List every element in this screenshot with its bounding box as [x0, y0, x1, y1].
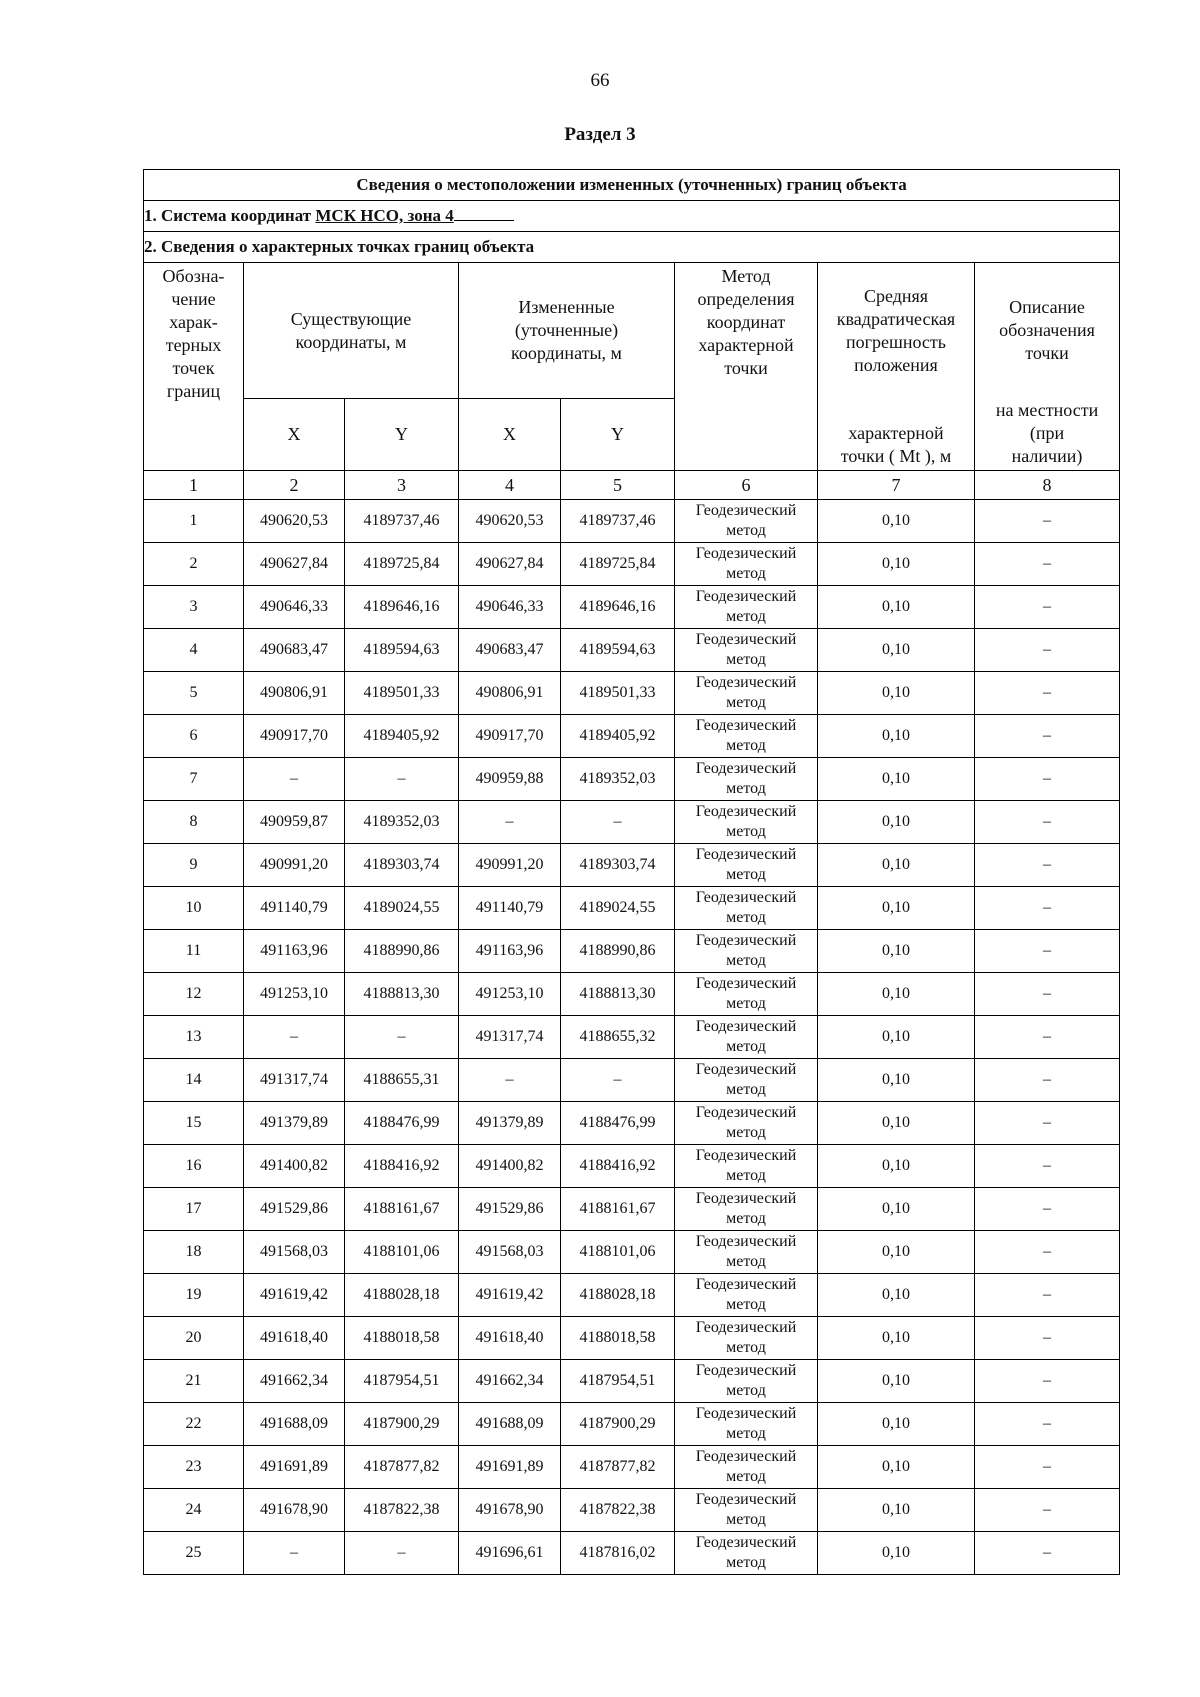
changed-x-cell: 491662,34 [459, 1360, 561, 1403]
header-accuracy-top: Средняя квадратическая погрешность положения [818, 263, 975, 399]
description-cell: – [975, 844, 1120, 887]
existing-y-cell: 4189501,33 [345, 672, 459, 715]
changed-y-cell: – [561, 801, 675, 844]
point-id-cell: 18 [144, 1231, 244, 1274]
description-cell: – [975, 1317, 1120, 1360]
point-id-cell: 16 [144, 1145, 244, 1188]
table-title: Сведения о местоположении измененных (уточненных) границ объекта [144, 170, 1120, 201]
changed-y-cell: 4189303,74 [561, 844, 675, 887]
method-cell: Геодезический метод [675, 758, 818, 801]
point-id-cell: 2 [144, 543, 244, 586]
point-id-cell: 3 [144, 586, 244, 629]
accuracy-cell: 0,10 [818, 586, 975, 629]
changed-x-cell: 491568,03 [459, 1231, 561, 1274]
existing-x-cell: 491529,86 [244, 1188, 345, 1231]
accuracy-cell: 0,10 [818, 1274, 975, 1317]
changed-x-cell: 490646,33 [459, 586, 561, 629]
changed-y-cell: 4188476,99 [561, 1102, 675, 1145]
changed-x-cell: 490627,84 [459, 543, 561, 586]
changed-y-cell: 4187900,29 [561, 1403, 675, 1446]
accuracy-cell: 0,10 [818, 543, 975, 586]
changed-x-cell: 491140,79 [459, 887, 561, 930]
point-id-cell: 7 [144, 758, 244, 801]
column-number: 3 [345, 471, 459, 500]
changed-y-cell: 4189405,92 [561, 715, 675, 758]
column-number: 5 [561, 471, 675, 500]
changed-y-cell: 4187954,51 [561, 1360, 675, 1403]
coord-system-label: 1. Система координат [144, 206, 316, 225]
changed-x-cell: 490806,91 [459, 672, 561, 715]
points-title-row [144, 232, 1120, 263]
existing-x-cell: – [244, 1016, 345, 1059]
table-row [144, 1317, 1120, 1360]
existing-x-cell: 491400,82 [244, 1145, 345, 1188]
table-row [144, 1231, 1120, 1274]
existing-x-cell: 491317,74 [244, 1059, 345, 1102]
changed-x-cell: 491253,10 [459, 973, 561, 1016]
method-cell: Геодезический метод [675, 1532, 818, 1575]
underline-blank [454, 219, 514, 221]
header-point-id: Обозна- чение харак- терных точек границ [144, 263, 244, 471]
existing-x-cell: 491253,10 [244, 973, 345, 1016]
accuracy-cell: 0,10 [818, 1360, 975, 1403]
column-number: 7 [818, 471, 975, 500]
point-id-cell: 8 [144, 801, 244, 844]
description-cell: – [975, 1446, 1120, 1489]
existing-y-cell: 4189024,55 [345, 887, 459, 930]
point-id-cell: 17 [144, 1188, 244, 1231]
table-row [144, 1102, 1120, 1145]
accuracy-cell: 0,10 [818, 973, 975, 1016]
changed-y-cell: 4188018,58 [561, 1317, 675, 1360]
changed-y-cell: 4188990,86 [561, 930, 675, 973]
changed-x-cell: 490917,70 [459, 715, 561, 758]
accuracy-cell: 0,10 [818, 672, 975, 715]
changed-x-cell: 491379,89 [459, 1102, 561, 1145]
existing-y-cell: 4189646,16 [345, 586, 459, 629]
table-row [144, 1188, 1120, 1231]
changed-x-cell: 490959,88 [459, 758, 561, 801]
existing-x-cell: – [244, 758, 345, 801]
method-cell: Геодезический метод [675, 715, 818, 758]
point-id-cell: 5 [144, 672, 244, 715]
table-body [144, 170, 1120, 1575]
coord-system-value: МСК НСО, зона 4 [315, 206, 454, 225]
point-id-cell: 20 [144, 1317, 244, 1360]
column-number: 2 [244, 471, 345, 500]
point-id-cell: 21 [144, 1360, 244, 1403]
existing-x-cell: 491618,40 [244, 1317, 345, 1360]
point-id-cell: 24 [144, 1489, 244, 1532]
accuracy-cell: 0,10 [818, 758, 975, 801]
changed-x-cell: 491678,90 [459, 1489, 561, 1532]
table-title-row [144, 170, 1120, 201]
description-cell: – [975, 715, 1120, 758]
point-id-cell: 14 [144, 1059, 244, 1102]
existing-x-cell: 491678,90 [244, 1489, 345, 1532]
existing-y-cell: – [345, 1532, 459, 1575]
existing-x-cell: 490917,70 [244, 715, 345, 758]
table-row [144, 629, 1120, 672]
table-row [144, 1059, 1120, 1102]
point-id-cell: 4 [144, 629, 244, 672]
column-number: 8 [975, 471, 1120, 500]
existing-x-cell: 490959,87 [244, 801, 345, 844]
changed-x-cell: 491618,40 [459, 1317, 561, 1360]
point-id-cell: 13 [144, 1016, 244, 1059]
description-cell: – [975, 1274, 1120, 1317]
existing-x-cell: 490806,91 [244, 672, 345, 715]
method-cell: Геодезический метод [675, 844, 818, 887]
description-cell: – [975, 1059, 1120, 1102]
method-cell: Геодезический метод [675, 672, 818, 715]
changed-x-cell: 491163,96 [459, 930, 561, 973]
method-cell: Геодезический метод [675, 887, 818, 930]
description-cell: – [975, 1489, 1120, 1532]
point-id-cell: 19 [144, 1274, 244, 1317]
accuracy-cell: 0,10 [818, 629, 975, 672]
method-cell: Геодезический метод [675, 930, 818, 973]
page-number: 66 [590, 70, 610, 91]
table-row [144, 1360, 1120, 1403]
changed-x-cell: 490991,20 [459, 844, 561, 887]
accuracy-cell: 0,10 [818, 1145, 975, 1188]
description-cell: – [975, 586, 1120, 629]
table-row [144, 758, 1120, 801]
changed-y-cell: 4188813,30 [561, 973, 675, 1016]
header-row-bottom [144, 399, 1120, 471]
accuracy-cell: 0,10 [818, 715, 975, 758]
method-cell: Геодезический метод [675, 1059, 818, 1102]
existing-x-cell: 491662,34 [244, 1360, 345, 1403]
point-id-cell: 12 [144, 973, 244, 1016]
table-row [144, 543, 1120, 586]
existing-y-cell: – [345, 758, 459, 801]
changed-x-cell: – [459, 1059, 561, 1102]
table-row [144, 672, 1120, 715]
method-cell: Геодезический метод [675, 586, 818, 629]
accuracy-cell: 0,10 [818, 930, 975, 973]
header-accuracy-bottom: характерной точки ( Mt ), м [818, 399, 975, 471]
header-changed-y: Y [561, 399, 675, 471]
changed-x-cell: 491696,61 [459, 1532, 561, 1575]
accuracy-cell: 0,10 [818, 887, 975, 930]
table-row [144, 887, 1120, 930]
method-cell: Геодезический метод [675, 629, 818, 672]
table-row [144, 715, 1120, 758]
changed-y-cell: 4188101,06 [561, 1231, 675, 1274]
changed-x-cell: 491529,86 [459, 1188, 561, 1231]
description-cell: – [975, 1360, 1120, 1403]
table-row [144, 973, 1120, 1016]
existing-x-cell: 490991,20 [244, 844, 345, 887]
accuracy-cell: 0,10 [818, 1102, 975, 1145]
changed-y-cell: 4189594,63 [561, 629, 675, 672]
existing-y-cell: 4187877,82 [345, 1446, 459, 1489]
table-row [144, 1145, 1120, 1188]
accuracy-cell: 0,10 [818, 801, 975, 844]
existing-y-cell: 4187822,38 [345, 1489, 459, 1532]
table-row [144, 586, 1120, 629]
description-cell: – [975, 1231, 1120, 1274]
existing-y-cell: 4188101,06 [345, 1231, 459, 1274]
changed-y-cell: 4189646,16 [561, 586, 675, 629]
section-title: Раздел 3 [564, 124, 636, 145]
method-cell: Геодезический метод [675, 1274, 818, 1317]
method-cell: Геодезический метод [675, 1231, 818, 1274]
coord-system-cell [144, 201, 1120, 232]
existing-x-cell: 490627,84 [244, 543, 345, 586]
header-row-top [144, 263, 1120, 399]
table-row [144, 1489, 1120, 1532]
method-cell: Геодезический метод [675, 1145, 818, 1188]
accuracy-cell: 0,10 [818, 1317, 975, 1360]
method-cell: Геодезический метод [675, 543, 818, 586]
description-cell: – [975, 930, 1120, 973]
header-existing-x: X [244, 399, 345, 471]
table-row [144, 1016, 1120, 1059]
existing-y-cell: 4189725,84 [345, 543, 459, 586]
table-row [144, 801, 1120, 844]
changed-y-cell: 4189352,03 [561, 758, 675, 801]
point-id-cell: 23 [144, 1446, 244, 1489]
existing-y-cell: 4189405,92 [345, 715, 459, 758]
changed-y-cell: 4187822,38 [561, 1489, 675, 1532]
changed-y-cell: 4189725,84 [561, 543, 675, 586]
accuracy-cell: 0,10 [818, 1403, 975, 1446]
header-existing-coords: Существующие координаты, м [244, 263, 459, 399]
changed-y-cell: 4188655,32 [561, 1016, 675, 1059]
table-row [144, 844, 1120, 887]
accuracy-cell: 0,10 [818, 844, 975, 887]
existing-x-cell: – [244, 1532, 345, 1575]
point-id-cell: 22 [144, 1403, 244, 1446]
existing-y-cell: 4188476,99 [345, 1102, 459, 1145]
changed-y-cell: 4189737,46 [561, 500, 675, 543]
changed-y-cell: 4187877,82 [561, 1446, 675, 1489]
existing-y-cell: 4188028,18 [345, 1274, 459, 1317]
boundary-table [143, 169, 1120, 1575]
existing-y-cell: 4188018,58 [345, 1317, 459, 1360]
existing-y-cell: 4188990,86 [345, 930, 459, 973]
description-cell: – [975, 500, 1120, 543]
accuracy-cell: 0,10 [818, 500, 975, 543]
changed-y-cell: 4188161,67 [561, 1188, 675, 1231]
existing-x-cell: 491140,79 [244, 887, 345, 930]
method-cell: Геодезический метод [675, 1403, 818, 1446]
method-cell: Геодезический метод [675, 1188, 818, 1231]
table-row [144, 500, 1120, 543]
column-number-row [144, 471, 1120, 500]
description-cell: – [975, 543, 1120, 586]
existing-x-cell: 491163,96 [244, 930, 345, 973]
method-cell: Геодезический метод [675, 1317, 818, 1360]
method-cell: Геодезический метод [675, 973, 818, 1016]
existing-x-cell: 491568,03 [244, 1231, 345, 1274]
accuracy-cell: 0,10 [818, 1489, 975, 1532]
existing-x-cell: 490646,33 [244, 586, 345, 629]
changed-y-cell: 4189024,55 [561, 887, 675, 930]
existing-x-cell: 490683,47 [244, 629, 345, 672]
description-cell: – [975, 1145, 1120, 1188]
changed-x-cell: 490620,53 [459, 500, 561, 543]
existing-y-cell: 4187954,51 [345, 1360, 459, 1403]
point-id-cell: 11 [144, 930, 244, 973]
point-id-cell: 25 [144, 1532, 244, 1575]
description-cell: – [975, 1016, 1120, 1059]
existing-y-cell: 4189303,74 [345, 844, 459, 887]
changed-x-cell: 490683,47 [459, 629, 561, 672]
coord-system-row [144, 201, 1120, 232]
description-cell: – [975, 887, 1120, 930]
accuracy-cell: 0,10 [818, 1231, 975, 1274]
column-number: 1 [144, 471, 244, 500]
method-cell: Геодезический метод [675, 500, 818, 543]
changed-y-cell: 4189501,33 [561, 672, 675, 715]
accuracy-cell: 0,10 [818, 1532, 975, 1575]
header-changed-x: X [459, 399, 561, 471]
description-cell: – [975, 1532, 1120, 1575]
column-number: 6 [675, 471, 818, 500]
header-description-bottom: на местности (при наличии) [975, 399, 1120, 471]
changed-y-cell: – [561, 1059, 675, 1102]
changed-y-cell: 4188028,18 [561, 1274, 675, 1317]
existing-y-cell: 4189352,03 [345, 801, 459, 844]
existing-x-cell: 491688,09 [244, 1403, 345, 1446]
method-cell: Геодезический метод [675, 1102, 818, 1145]
existing-y-cell: 4189594,63 [345, 629, 459, 672]
header-description-top: Описание обозначения точки [975, 263, 1120, 399]
method-cell: Геодезический метод [675, 1360, 818, 1403]
changed-x-cell: – [459, 801, 561, 844]
changed-x-cell: 491691,89 [459, 1446, 561, 1489]
existing-x-cell: 491379,89 [244, 1102, 345, 1145]
table-row [144, 1446, 1120, 1489]
method-cell: Геодезический метод [675, 1446, 818, 1489]
table-row [144, 1274, 1120, 1317]
description-cell: – [975, 973, 1120, 1016]
column-number: 4 [459, 471, 561, 500]
header-method: Метод определения координат характерной точки [675, 263, 818, 471]
method-cell: Геодезический метод [675, 801, 818, 844]
existing-x-cell: 491691,89 [244, 1446, 345, 1489]
existing-y-cell: 4188161,67 [345, 1188, 459, 1231]
point-id-cell: 1 [144, 500, 244, 543]
existing-y-cell: – [345, 1016, 459, 1059]
accuracy-cell: 0,10 [818, 1188, 975, 1231]
description-cell: – [975, 672, 1120, 715]
description-cell: – [975, 801, 1120, 844]
accuracy-cell: 0,10 [818, 1059, 975, 1102]
changed-y-cell: 4187816,02 [561, 1532, 675, 1575]
table-row [144, 1403, 1120, 1446]
existing-x-cell: 490620,53 [244, 500, 345, 543]
description-cell: – [975, 1403, 1120, 1446]
existing-y-cell: 4187900,29 [345, 1403, 459, 1446]
header-changed-coords: Измененные (уточненные) координаты, м [459, 263, 675, 399]
table-row [144, 930, 1120, 973]
method-cell: Геодезический метод [675, 1489, 818, 1532]
description-cell: – [975, 758, 1120, 801]
existing-y-cell: 4188416,92 [345, 1145, 459, 1188]
changed-y-cell: 4188416,92 [561, 1145, 675, 1188]
accuracy-cell: 0,10 [818, 1016, 975, 1059]
changed-x-cell: 491400,82 [459, 1145, 561, 1188]
description-cell: – [975, 1102, 1120, 1145]
point-id-cell: 6 [144, 715, 244, 758]
accuracy-cell: 0,10 [818, 1446, 975, 1489]
description-cell: – [975, 1188, 1120, 1231]
header-existing-y: Y [345, 399, 459, 471]
description-cell: – [975, 629, 1120, 672]
points-title: 2. Сведения о характерных точках границ объекта [144, 232, 1120, 263]
existing-y-cell: 4189737,46 [345, 500, 459, 543]
changed-x-cell: 491317,74 [459, 1016, 561, 1059]
existing-y-cell: 4188655,31 [345, 1059, 459, 1102]
method-cell: Геодезический метод [675, 1016, 818, 1059]
point-id-cell: 10 [144, 887, 244, 930]
changed-x-cell: 491619,42 [459, 1274, 561, 1317]
point-id-cell: 15 [144, 1102, 244, 1145]
changed-x-cell: 491688,09 [459, 1403, 561, 1446]
table-row [144, 1532, 1120, 1575]
point-id-cell: 9 [144, 844, 244, 887]
existing-y-cell: 4188813,30 [345, 973, 459, 1016]
existing-x-cell: 491619,42 [244, 1274, 345, 1317]
